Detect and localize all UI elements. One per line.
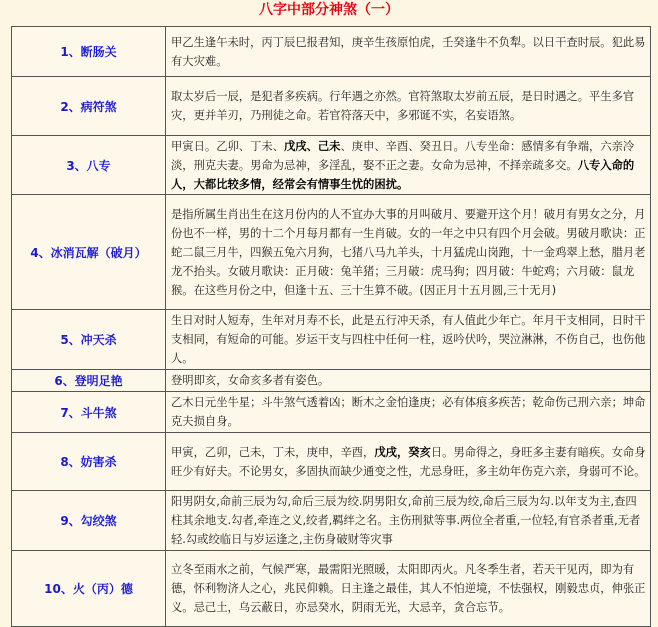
table-row [12, 433, 651, 491]
shensha-name: 2、病符煞 [12, 77, 166, 136]
shensha-name: 5、冲天杀 [12, 310, 166, 370]
table-row [12, 77, 651, 136]
shensha-desc: 生日对时人短寿，生年对月寿不长，此是五行冲天杀，有人值此少年亡。年月干支相同，日时干支相同，有短命的可能。岁运干支与四柱中任何一柱，返吟伏吟，哭泣淋淋，不伤自己，也伤他人。 [166, 310, 651, 370]
shensha-desc: 立冬至雨水之前，气候严寒，最需阳光照暖，太阳即丙火。凡冬季生者，若天干见丙，即为有德，怀利物济人之心，兆民仰赖。日主逢之最佳，其人不怕逆境，不怯强权，刚毅忠贞，伸张正义。忌己土，乌云蔽日，亦忌癸水，阴雨无光，大忌辛，贪合忘节。 [166, 551, 651, 627]
table-row [12, 195, 651, 310]
table-row [12, 27, 651, 77]
shensha-desc [166, 136, 651, 195]
table-row [12, 136, 651, 195]
table-row [12, 551, 651, 627]
shensha-name: 8、妨害杀 [12, 433, 166, 491]
shensha-desc: 是指所属生肖出生在这月份内的人不宜办大事的月叫破月、要避开这个月！破月有男女之分，月份也不一样，男的十二个月每月都有一生肖破。女的一年之中只有四个月会破。男破月歌诀：正蛇二鼠三月牛，四猴五兔六月狗，七猪八马九羊头，十月猛虎山岗跑，十一金鸡翠上愁，腊月老龙不抬头。女破月歌诀：正月破：兔羊猪；三月破：虎马狗；四月破：牛蛇鸡；六月破：鼠龙猴。在这些月份之中，但逢十五、三十生算不破。(因正月十五月圆,三十无月) [166, 195, 651, 310]
shensha-name: 3、八专 [12, 136, 166, 195]
table-row [12, 392, 651, 433]
shensha-desc: 取太岁后一辰，是犯者多疾病。行年遇之亦然。官符煞取太岁前五辰，是日时遇之。平生多官灾，更并羊刃，乃刑徒之命。若官符落天中，多邪诞不实，名妄语煞。 [166, 77, 651, 136]
table-row [12, 491, 651, 551]
desc-bold-text: 戊戌、己未 [283, 139, 341, 153]
shensha-desc: 甲乙生逢午未时，丙丁辰巳报君知，庚辛生孩原怕虎，壬癸逢牛不负犁。以日干查时辰。犯此易有大灾难。 [166, 27, 651, 77]
shensha-name: 1、断肠关 [12, 27, 166, 77]
desc-text: 甲寅日。乙卯、丁未、 [171, 139, 284, 153]
desc-bold-text: 戊戌，癸亥 [374, 445, 431, 459]
desc-bold-text: 八专入命的人，大都比较多情，经常会有情事生忧的困扰。 [171, 158, 635, 191]
desc-text: 、庚申、辛酉、癸丑日。八专坐命：感情多有争端，六亲冷淡，刑克夫妻。男命为忌神，多淫乱，娶不正之妻。女命为忌神，不择亲疏多交。 [171, 139, 635, 172]
table-row [12, 310, 651, 370]
shensha-name: 9、勾绞煞 [12, 491, 166, 551]
desc-text: 甲寅，乙卯，己未，丁未，庚申，辛酉， [171, 445, 375, 459]
shensha-desc [166, 433, 651, 491]
desc-text: 日。男命得之，身旺多主妻有暗疾。女命身旺少有好夫。不论男女，多固执而缺少通变之性，尤忌身旺，多主幼年伤克六亲，身弱可不论。 [171, 445, 646, 478]
shensha-name: 10、火（丙）德 [12, 551, 166, 627]
shensha-desc: 阳男阴女,命前三辰为勾,命后三辰为绞.阴男阳女,命前三辰为绞,命后三辰为勾.以年支为主,查四柱其余地支.勾者,牵连之义,绞者,羁绊之名。主伤刑狱等事.两位全者重,一位轻,有官杀者重,无者轻.勾或绞临日与岁运逢之,主伤身破财等灾事 [166, 491, 651, 551]
shensha-table [11, 26, 651, 627]
shensha-name: 4、冰消瓦解（破月） [12, 195, 166, 310]
shensha-desc: 登明即亥，女命亥多者有姿色。 [166, 370, 651, 392]
table-row [12, 370, 651, 392]
shensha-name: 6、登明足艳 [12, 370, 166, 392]
shensha-desc: 乙木日元坐牛星；斗牛煞气透着凶；断木之金怕逢庚；必有体痕多疾苦；乾命伤己刑六亲；坤命克夫损自身。 [166, 392, 651, 433]
page-title: 八字中部分神煞（一） [259, 2, 399, 18]
shensha-name: 7、斗牛煞 [12, 392, 166, 433]
